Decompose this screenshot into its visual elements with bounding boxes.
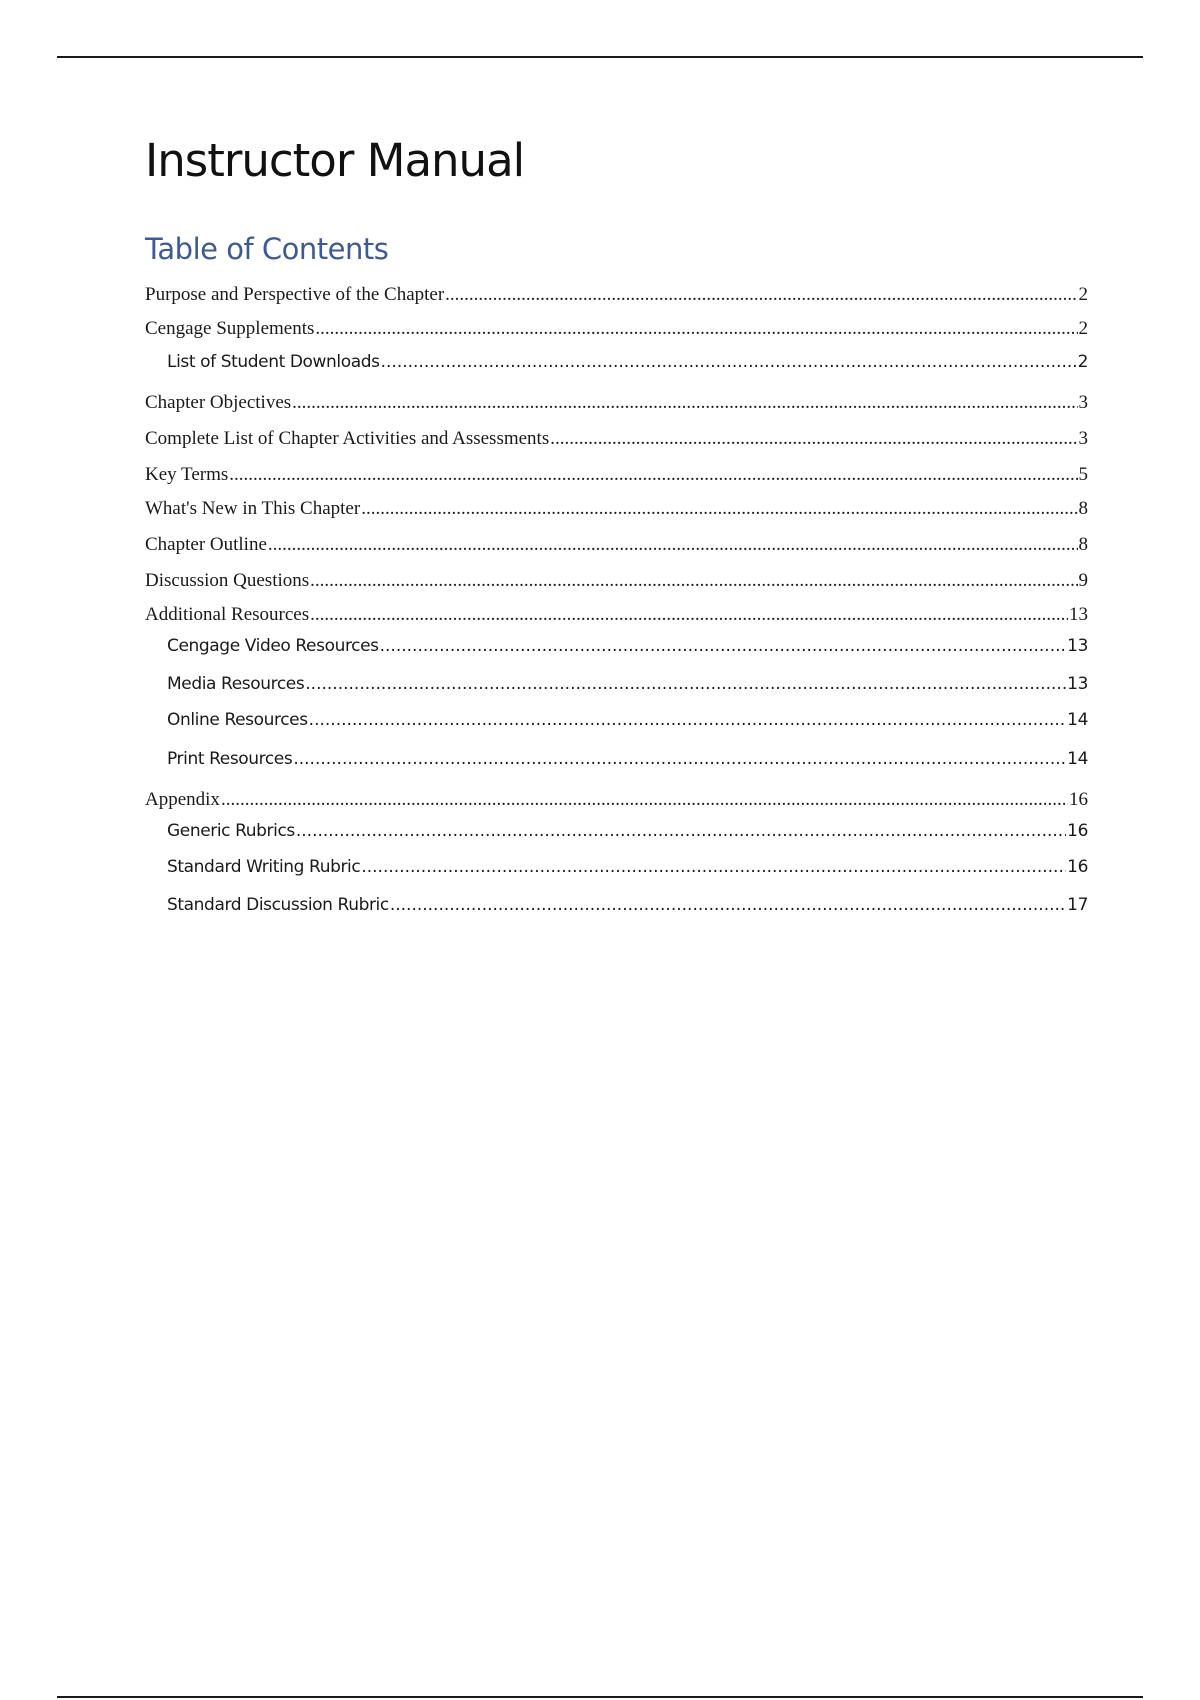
toc-entry-page: 5 — [1078, 464, 1088, 485]
toc-entry-page: 3 — [1078, 428, 1088, 449]
toc-entry-label: Online Resources — [167, 710, 308, 730]
toc-leader-dots — [305, 676, 1066, 693]
toc-entry-additional-resources[interactable] — [145, 605, 1088, 624]
toc-leader-dots — [550, 429, 1077, 448]
toc-heading: Table of Contents — [145, 232, 389, 266]
toc-leader-dots — [221, 790, 1068, 809]
toc-entry-online-resources[interactable] — [167, 712, 1088, 729]
toc-entry-label: What's New in This Chapter — [145, 498, 361, 519]
toc-leader-dots — [361, 859, 1066, 876]
toc-entry-cengage-supplements[interactable] — [145, 319, 1088, 338]
toc-entry-cengage-video-resources[interactable] — [167, 638, 1088, 655]
toc-leader-dots — [390, 897, 1066, 914]
toc-entry-page: 2 — [1078, 284, 1088, 305]
toc-entry-page: 13 — [1069, 604, 1088, 625]
toc-entry-chapter-outline[interactable] — [145, 535, 1088, 554]
toc-entry-label: Cengage Supplements — [145, 318, 315, 339]
toc-entry-label: Standard Discussion Rubric — [167, 895, 389, 915]
toc-entry-print-resources[interactable] — [167, 751, 1088, 768]
toc-entry-generic-rubrics[interactable] — [167, 823, 1088, 840]
toc-entry-label: Purpose and Perspective of the Chapter — [145, 284, 445, 305]
toc-entry-purpose-and-perspective[interactable] — [145, 285, 1088, 304]
toc-entry-page: 13 — [1067, 636, 1088, 656]
toc-entry-page: 3 — [1078, 392, 1088, 413]
toc-entry-discussion-questions[interactable] — [145, 571, 1088, 590]
toc-entry-standard-writing-rubric[interactable] — [167, 859, 1088, 876]
toc-entry-page: 13 — [1067, 674, 1088, 694]
toc-entry-page: 16 — [1067, 857, 1088, 877]
document-title: Instructor Manual — [145, 134, 525, 187]
toc-entry-label: Complete List of Chapter Activities and Assessments — [145, 428, 550, 449]
toc-entry-page: 8 — [1078, 498, 1088, 519]
toc-entry-label: Additional Resources — [145, 604, 310, 625]
toc-leader-dots — [268, 535, 1078, 554]
toc-entry-complete-list-of-activities[interactable] — [145, 429, 1088, 448]
toc-entry-chapter-objectives[interactable] — [145, 393, 1088, 412]
toc-leader-dots — [361, 499, 1077, 518]
toc-entry-label: Generic Rubrics — [167, 821, 295, 841]
toc-entry-page: 17 — [1067, 895, 1088, 915]
toc-entry-label: Media Resources — [167, 674, 305, 694]
toc-leader-dots — [309, 712, 1066, 729]
toc-entry-label: Appendix — [145, 789, 220, 810]
toc-leader-dots — [380, 638, 1067, 655]
toc-entry-page: 16 — [1067, 821, 1088, 841]
toc-entry-label: Chapter Objectives — [145, 392, 292, 413]
toc-entry-label: Key Terms — [145, 464, 229, 485]
toc-entry-label: Chapter Outline — [145, 534, 267, 555]
toc-leader-dots — [315, 319, 1077, 338]
toc-entry-page: 16 — [1069, 789, 1088, 810]
toc-entry-page: 9 — [1078, 570, 1088, 591]
toc-entry-label: Discussion Questions — [145, 570, 310, 591]
toc-entry-page: 8 — [1078, 534, 1088, 555]
footer-rule — [57, 1696, 1143, 1698]
toc-leader-dots — [310, 605, 1068, 624]
toc-entry-label: Print Resources — [167, 749, 293, 769]
toc-entry-appendix[interactable] — [145, 790, 1088, 809]
toc-leader-dots — [293, 751, 1066, 768]
toc-leader-dots — [229, 465, 1077, 484]
toc-leader-dots — [445, 285, 1077, 304]
toc-entry-page: 14 — [1067, 749, 1088, 769]
toc-entry-label: Cengage Video Resources — [167, 636, 379, 656]
toc-entry-key-terms[interactable] — [145, 465, 1088, 484]
toc-entry-label: Standard Writing Rubric — [167, 857, 361, 877]
toc-entry-page: 14 — [1067, 710, 1088, 730]
toc-entry-page: 2 — [1078, 318, 1088, 339]
toc-entry-standard-discussion-rubric[interactable] — [167, 897, 1088, 914]
toc-leader-dots — [381, 354, 1077, 371]
toc-entry-label: List of Student Downloads — [167, 352, 380, 372]
toc-entry-page: 2 — [1077, 352, 1088, 372]
toc-leader-dots — [296, 823, 1066, 840]
header-rule — [57, 56, 1143, 58]
toc-entry-list-of-student-downloads[interactable] — [167, 354, 1088, 371]
toc-leader-dots — [310, 571, 1077, 590]
toc-entry-whats-new[interactable] — [145, 499, 1088, 518]
toc-entry-media-resources[interactable] — [167, 676, 1088, 693]
toc-leader-dots — [292, 393, 1077, 412]
